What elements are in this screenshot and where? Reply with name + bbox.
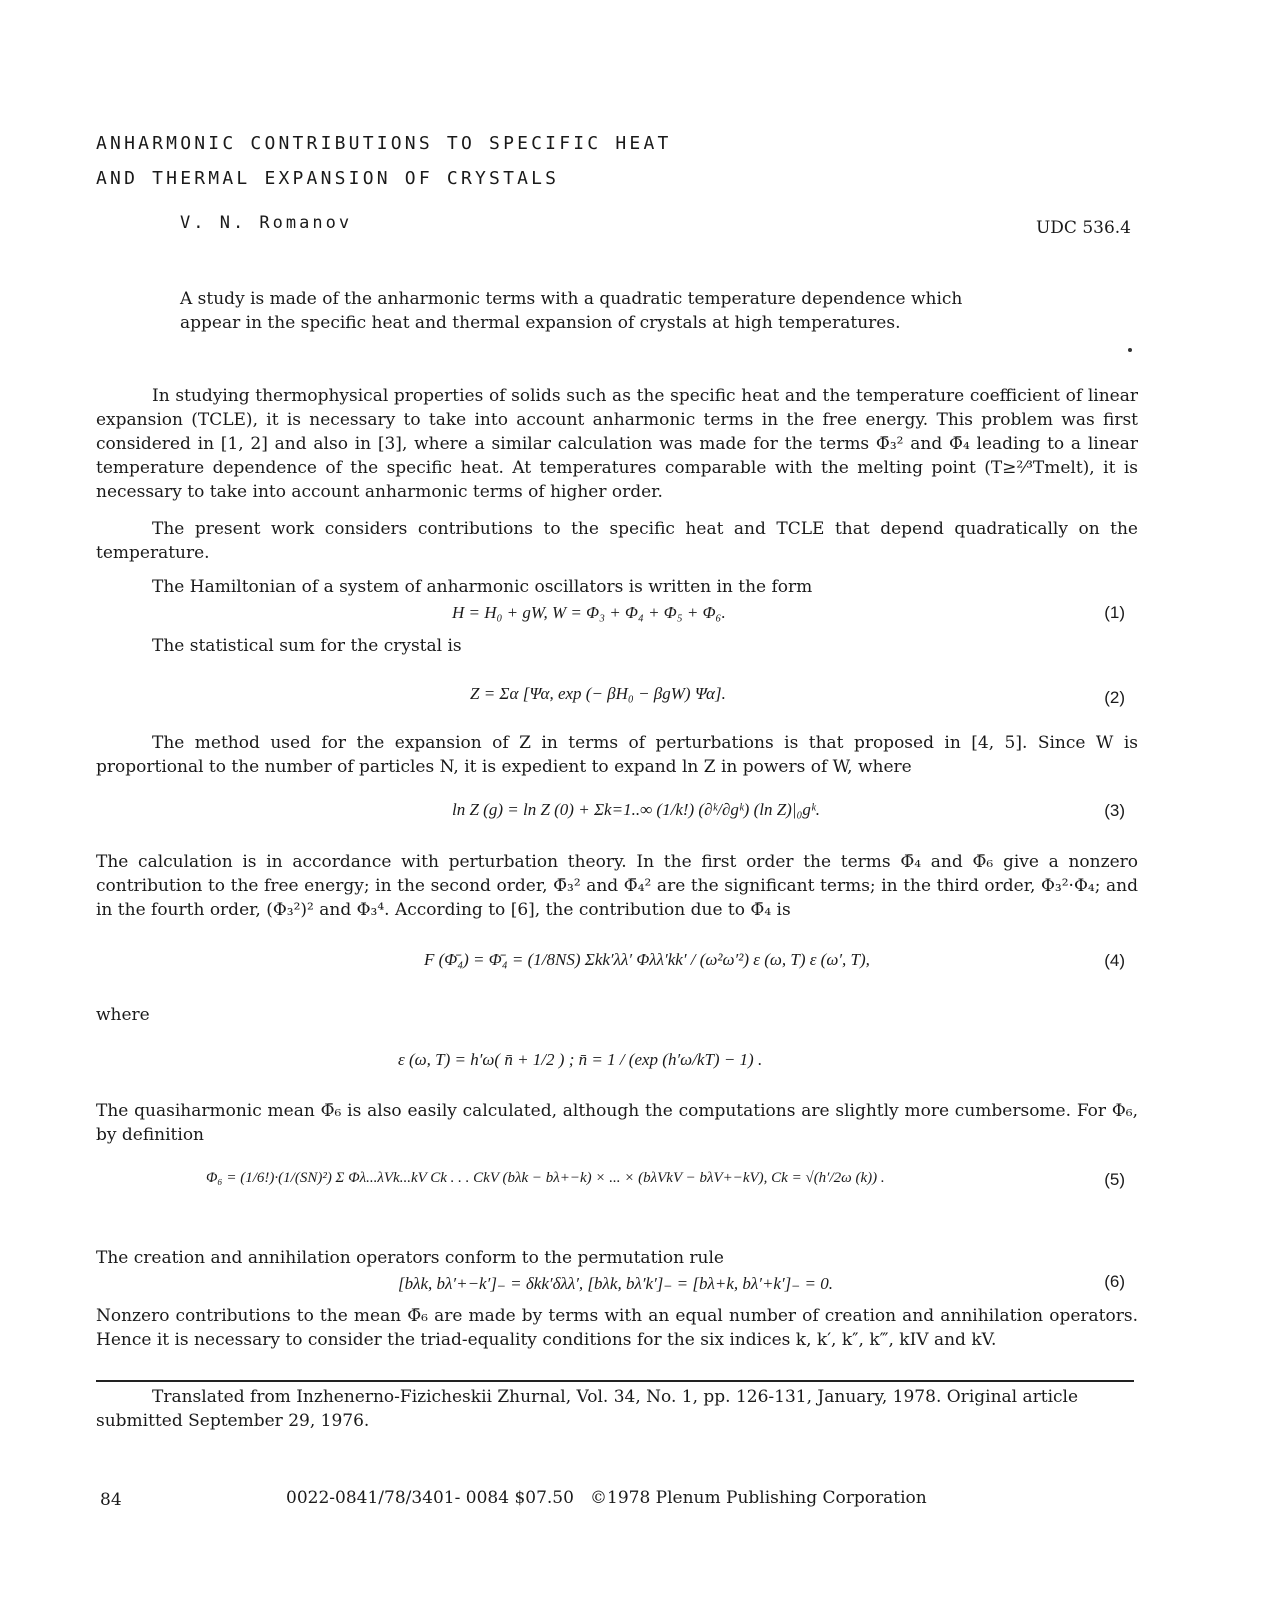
equation-6-number: (6) (1104, 1272, 1125, 1291)
equation-5-number: (5) (1104, 1170, 1125, 1189)
abstract: A study is made of the anharmonic terms with a quadratic temperature dependence which appear in the specific heat and thermal expansion of crystals at high temperatures. (180, 289, 963, 333)
equation-6: [bλk, bλ′+−k′]₋ = δkk′δλλ′, [bλk, bλ′k′]₋ = [bλ+k, bλ′+k′]₋ = 0. (398, 1274, 833, 1293)
equation-3: ln Z (g) = ln Z (0) + Σk=1..∞ (1/k!) (∂ᵏ/∂gᵏ) (ln Z)|₀gᵏ. (452, 800, 820, 819)
translation-footnote: Translated from Inzhenerno-Fizicheskii Zhurnal, Vol. 34, No. 1, pp. 126-131, January, 1978. Original article submitted September 29, 1976. (96, 1387, 1079, 1431)
footnote-divider (96, 1380, 1134, 1382)
paper-title-line-2: AND THERMAL EXPANSION OF CRYSTALS (96, 168, 560, 189)
paragraph-present-work: The present work considers contributions to the specific heat and TCLE that depend quadratically on the temperature. (96, 519, 1138, 563)
equation-5: Φ₆ = (1/6!)·(1/(SN)²) Σ Φλ...λVk...kV Ck . . . CkV (bλk − bλ+−k) × ... × (bλVkV − bλV+−kV), Ck = √(h′/2ω (k)) . (206, 1170, 885, 1186)
ink-speck (1128, 348, 1132, 352)
paragraph-hamiltonian: The Hamiltonian of a system of anharmonic oscillators is written in the form (152, 577, 813, 597)
article-code: 0022-0841/78/3401- 0084 $07.50 (286, 1488, 574, 1508)
equation-1: H = H₀ + gW, W = Φ₃ + Φ₄ + Φ₅ + Φ₆. (452, 603, 726, 622)
equation-4-number: (4) (1104, 951, 1125, 970)
equation-4: F (Φ̄₄) = Φ̄₄ = (1/8NS) Σkk′λλ′ Φλλ′kk′ / (ω²ω′²) ε (ω, T) ε (ω′, T), (424, 950, 870, 969)
author: V. N. Romanov (180, 213, 353, 233)
equation-epsilon: ε (ω, T) = h′ω( n̄ + 1/2 ) ; n̄ = 1 / (exp (h′ω/kT) − 1) . (398, 1050, 763, 1069)
paragraph-perturbation: The calculation is in accordance with perturbation theory. In the first order the terms Φ̄₄ and Φ̄₆ give a nonzero contribution to the free energy; in the second order, Φ̄₃² and Φ̄₄² are the significant terms; in the third order, Φ₃²·Φ₄; and in the fourth order, (Φ₃²)² and Φ₃⁴. According to [6], the contribution due to Φ̄₄ is (96, 852, 1138, 920)
equation-1-number: (1) (1104, 603, 1125, 622)
page-number: 84 (100, 1490, 122, 1510)
where-label: where (96, 1005, 150, 1025)
equation-2-number: (2) (1104, 688, 1125, 707)
paper-title-line-1: ANHARMONIC CONTRIBUTIONS TO SPECIFIC HEAT (96, 133, 672, 154)
copyright: ©1978 Plenum Publishing Corporation (590, 1488, 927, 1508)
paragraph-quasiharmonic: The quasiharmonic mean Φ̄₆ is also easily calculated, although the computations are slightly more cumbersome. For Φ₆, by definition (96, 1101, 1138, 1145)
paragraph-nonzero: Nonzero contributions to the mean Φ̄₆ are made by terms with an equal number of creation and annihilation operators. Hence it is necessary to consider the triad-equality conditions for the six indices k, k′, k″, k‴, kIV and kV. (96, 1306, 1138, 1350)
paragraph-method: The method used for the expansion of Z in terms of perturbations is that proposed in [4, 5]. Since W is proportional to the number of particles N, it is expedient to expand ln Z in powers of W, where (96, 733, 1138, 777)
paragraph-intro: In studying thermophysical properties of solids such as the specific heat and the temperature coefficient of linear expansion (TCLE), it is necessary to take into account anharmonic terms in the free energy. This problem was first considered in [1, 2] and also in [3], where a similar calculation was made for the terms Φ̄₃² and Φ̄₄ leading to a linear temperature dependence of the specific heat. At temperatures comparable with the melting point (T≥²⁄³Tmelt), it is necessary to take into account anharmonic terms of higher order. (96, 386, 1138, 502)
udc-code: UDC 536.4 (1035, 218, 1131, 238)
equation-3-number: (3) (1104, 801, 1125, 820)
paragraph-statistical-sum: The statistical sum for the crystal is (152, 636, 462, 656)
equation-2: Z = Σα [Ψα, exp (− βH₀ − βgW) Ψα]. (470, 684, 726, 703)
paragraph-permutation: The creation and annihilation operators conform to the permutation rule (96, 1248, 724, 1268)
